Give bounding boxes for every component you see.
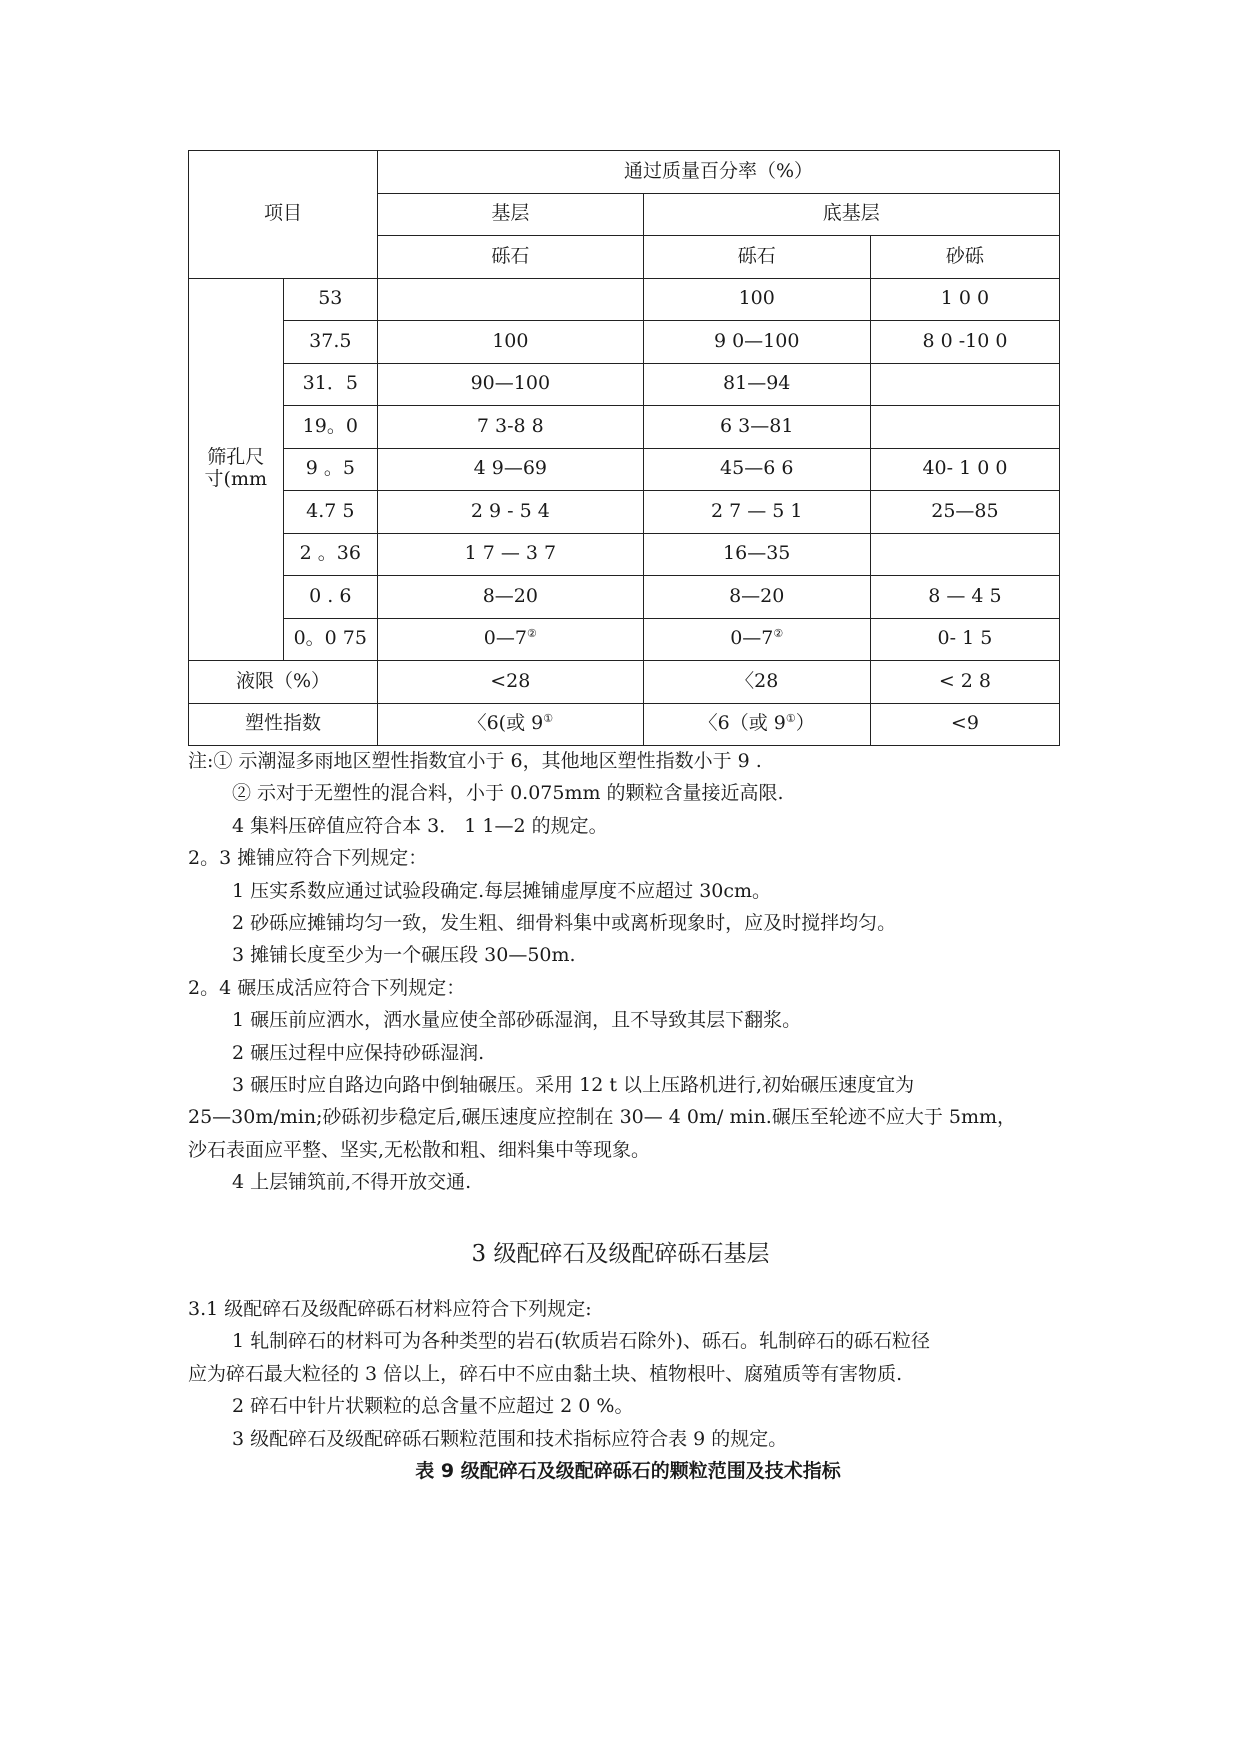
header-pass-rate: 通过质量百分率（%） bbox=[378, 151, 1060, 194]
cell-base-value: 0—7 bbox=[483, 627, 527, 650]
header-item: 项目 bbox=[189, 151, 378, 279]
table-row bbox=[189, 576, 1060, 619]
notes-block bbox=[188, 745, 1068, 1198]
sieve-size: 4.7 5 bbox=[283, 491, 378, 534]
footnote-marker: ② bbox=[773, 627, 784, 641]
cell-subbase-sand: 1 0 0 bbox=[870, 278, 1059, 321]
table-row bbox=[189, 703, 1060, 746]
cell-subbase-gravel bbox=[643, 703, 870, 746]
cell-base: 2 9 - 5 4 bbox=[378, 491, 644, 534]
cell-base: 1 7 — 3 7 bbox=[378, 533, 644, 576]
sieve-size: 0。0 75 bbox=[283, 618, 378, 661]
cell-base-value: 〈6(或 9 bbox=[467, 712, 544, 735]
clause-heading: 2。4 碾压成活应符合下列规定： bbox=[188, 976, 466, 999]
note-line: 4 上层铺筑前,不得开放交通. bbox=[232, 1171, 472, 1194]
table-row bbox=[189, 618, 1060, 661]
cell-base: 100 bbox=[378, 321, 644, 364]
section-body bbox=[188, 1293, 1068, 1487]
section-line: 应为碎石最大粒径的 3 倍以上，碎石中不应由黏土块、植物根叶、腐殖质等有害物质. bbox=[188, 1362, 903, 1385]
table-row bbox=[189, 321, 1060, 364]
cell-subbase-gravel-tail: ） bbox=[795, 712, 815, 735]
footnote-marker: ① bbox=[543, 712, 554, 726]
header-base: 基层 bbox=[378, 193, 644, 236]
cell-subbase-sand: <9 bbox=[870, 703, 1059, 746]
table-row bbox=[189, 448, 1060, 491]
note-line: ② 示对于无塑性的混合料，小于 0.075mm 的颗粒含量接近高限. bbox=[232, 782, 784, 805]
sieve-size: 19。0 bbox=[283, 406, 378, 449]
table-row bbox=[189, 278, 1060, 321]
note-line: 2 砂砾应摊铺均匀一致，发生粗、细骨料集中或离析现象时，应及时搅拌均匀。 bbox=[232, 911, 897, 934]
section-line: 1 轧制碎石的材料可为各种类型的岩石(软质岩石除外)、砾石。轧制碎石的砾石粒径 bbox=[232, 1330, 930, 1353]
sieve-size: 31．5 bbox=[283, 363, 378, 406]
cell-subbase-sand bbox=[870, 363, 1059, 406]
plasticity-label: 塑性指数 bbox=[189, 703, 378, 746]
cell-subbase-gravel: 9 0—100 bbox=[643, 321, 870, 364]
note-line: 注:① 示潮湿多雨地区塑性指数宜小于 6，其他地区塑性指数小于 9 . bbox=[188, 750, 762, 772]
cell-base: <28 bbox=[378, 661, 644, 704]
col-base-gravel: 砾石 bbox=[378, 236, 644, 279]
cell-base bbox=[378, 278, 644, 321]
table-row bbox=[189, 406, 1060, 449]
clause-heading: 3.1 级配碎石及级配碎砾石材料应符合下列规定: bbox=[188, 1298, 592, 1320]
note-line: 4 集料压碎值应符合本 3． 1 1—2 的规定。 bbox=[232, 814, 608, 837]
note-line: 2 碾压过程中应保持砂砾湿润. bbox=[232, 1041, 485, 1064]
note-line: 沙石表面应平整、坚实,无松散和粗、细料集中等现象。 bbox=[188, 1138, 651, 1161]
sieve-size: 9 。5 bbox=[283, 448, 378, 491]
section-line: 2 碎石中针片状颗粒的总含量不应超过 2 0 %。 bbox=[232, 1395, 634, 1418]
footnote-marker: ② bbox=[526, 627, 537, 641]
cell-subbase-gravel-value: 0—7 bbox=[730, 627, 774, 650]
sieve-size: 53 bbox=[283, 278, 378, 321]
sieve-size: 37.5 bbox=[283, 321, 378, 364]
cell-subbase-sand: 8 0 -10 0 bbox=[870, 321, 1059, 364]
clause-heading: 2。3 摊铺应符合下列规定： bbox=[188, 847, 428, 870]
cell-subbase-sand: 40- 1 0 0 bbox=[870, 448, 1059, 491]
section-line: 3 级配碎石及级配碎砾石颗粒范围和技术指标应符合表 9 的规定。 bbox=[232, 1427, 788, 1450]
gradation-table bbox=[188, 150, 1060, 746]
cell-subbase-gravel: 〈28 bbox=[643, 661, 870, 704]
cell-base bbox=[378, 618, 644, 661]
cell-subbase-gravel-value: 〈6（或 9 bbox=[698, 712, 786, 735]
cell-subbase-gravel: 100 bbox=[643, 278, 870, 321]
cell-subbase-gravel: 45—6 6 bbox=[643, 448, 870, 491]
cell-subbase-gravel bbox=[643, 618, 870, 661]
footnote-marker: ① bbox=[785, 712, 796, 726]
cell-subbase-sand: 8 — 4 5 bbox=[870, 576, 1059, 619]
sieve-size: 2 。36 bbox=[283, 533, 378, 576]
liquid-limit-label: 液限（%） bbox=[189, 661, 378, 704]
cell-subbase-gravel: 81—94 bbox=[643, 363, 870, 406]
cell-base: 8—20 bbox=[378, 576, 644, 619]
cell-subbase-gravel: 2 7 — 5 1 bbox=[643, 491, 870, 534]
section-title: 3 级配碎石及级配碎砾石基层 bbox=[471, 1241, 770, 1267]
note-line: 3 碾压时应自路边向路中倒轴碾压。采用 12 t 以上压路机进行,初始碾压速度宜为 bbox=[232, 1073, 915, 1096]
cell-subbase-gravel: 8—20 bbox=[643, 576, 870, 619]
cell-base: 4 9—69 bbox=[378, 448, 644, 491]
note-line: 1 压实系数应通过试验段确定.每层摊铺虚厚度不应超过 30cm。 bbox=[232, 879, 772, 902]
note-line: 1 碾压前应洒水，洒水量应使全部砂砾湿润，且不导致其层下翻浆。 bbox=[232, 1009, 802, 1032]
cell-subbase-sand: 25—85 bbox=[870, 491, 1059, 534]
cell-subbase-gravel: 16—35 bbox=[643, 533, 870, 576]
cell-base bbox=[378, 703, 644, 746]
cell-base: 90—100 bbox=[378, 363, 644, 406]
col-subbase-sandgravel: 砂砾 bbox=[870, 236, 1059, 279]
table-row bbox=[189, 533, 1060, 576]
cell-subbase-sand: 0- 1 5 bbox=[870, 618, 1059, 661]
note-line: 3 摊铺长度至少为一个碾压段 30—50m. bbox=[232, 944, 576, 967]
cell-subbase-gravel: 6 3—81 bbox=[643, 406, 870, 449]
note-line: 25—30m/min;砂砾初步稳定后,碾压速度应控制在 30— 4 0m/ min.碾压至轮迹不应大于 5mm， bbox=[188, 1106, 1017, 1129]
col-subbase-gravel: 砾石 bbox=[643, 236, 870, 279]
table-row bbox=[189, 363, 1060, 406]
cell-subbase-sand bbox=[870, 406, 1059, 449]
sieve-size: 0 . 6 bbox=[283, 576, 378, 619]
sieve-label: 筛孔尺寸(mm bbox=[189, 278, 284, 661]
header-subbase: 底基层 bbox=[643, 193, 1059, 236]
table-row bbox=[189, 661, 1060, 704]
table-caption: 表 9 级配碎石及级配碎砾石的颗粒范围及技术指标 bbox=[415, 1459, 841, 1482]
cell-base: 7 3-8 8 bbox=[378, 406, 644, 449]
cell-subbase-sand: < 2 8 bbox=[870, 661, 1059, 704]
table-row bbox=[189, 491, 1060, 534]
cell-subbase-sand bbox=[870, 533, 1059, 576]
